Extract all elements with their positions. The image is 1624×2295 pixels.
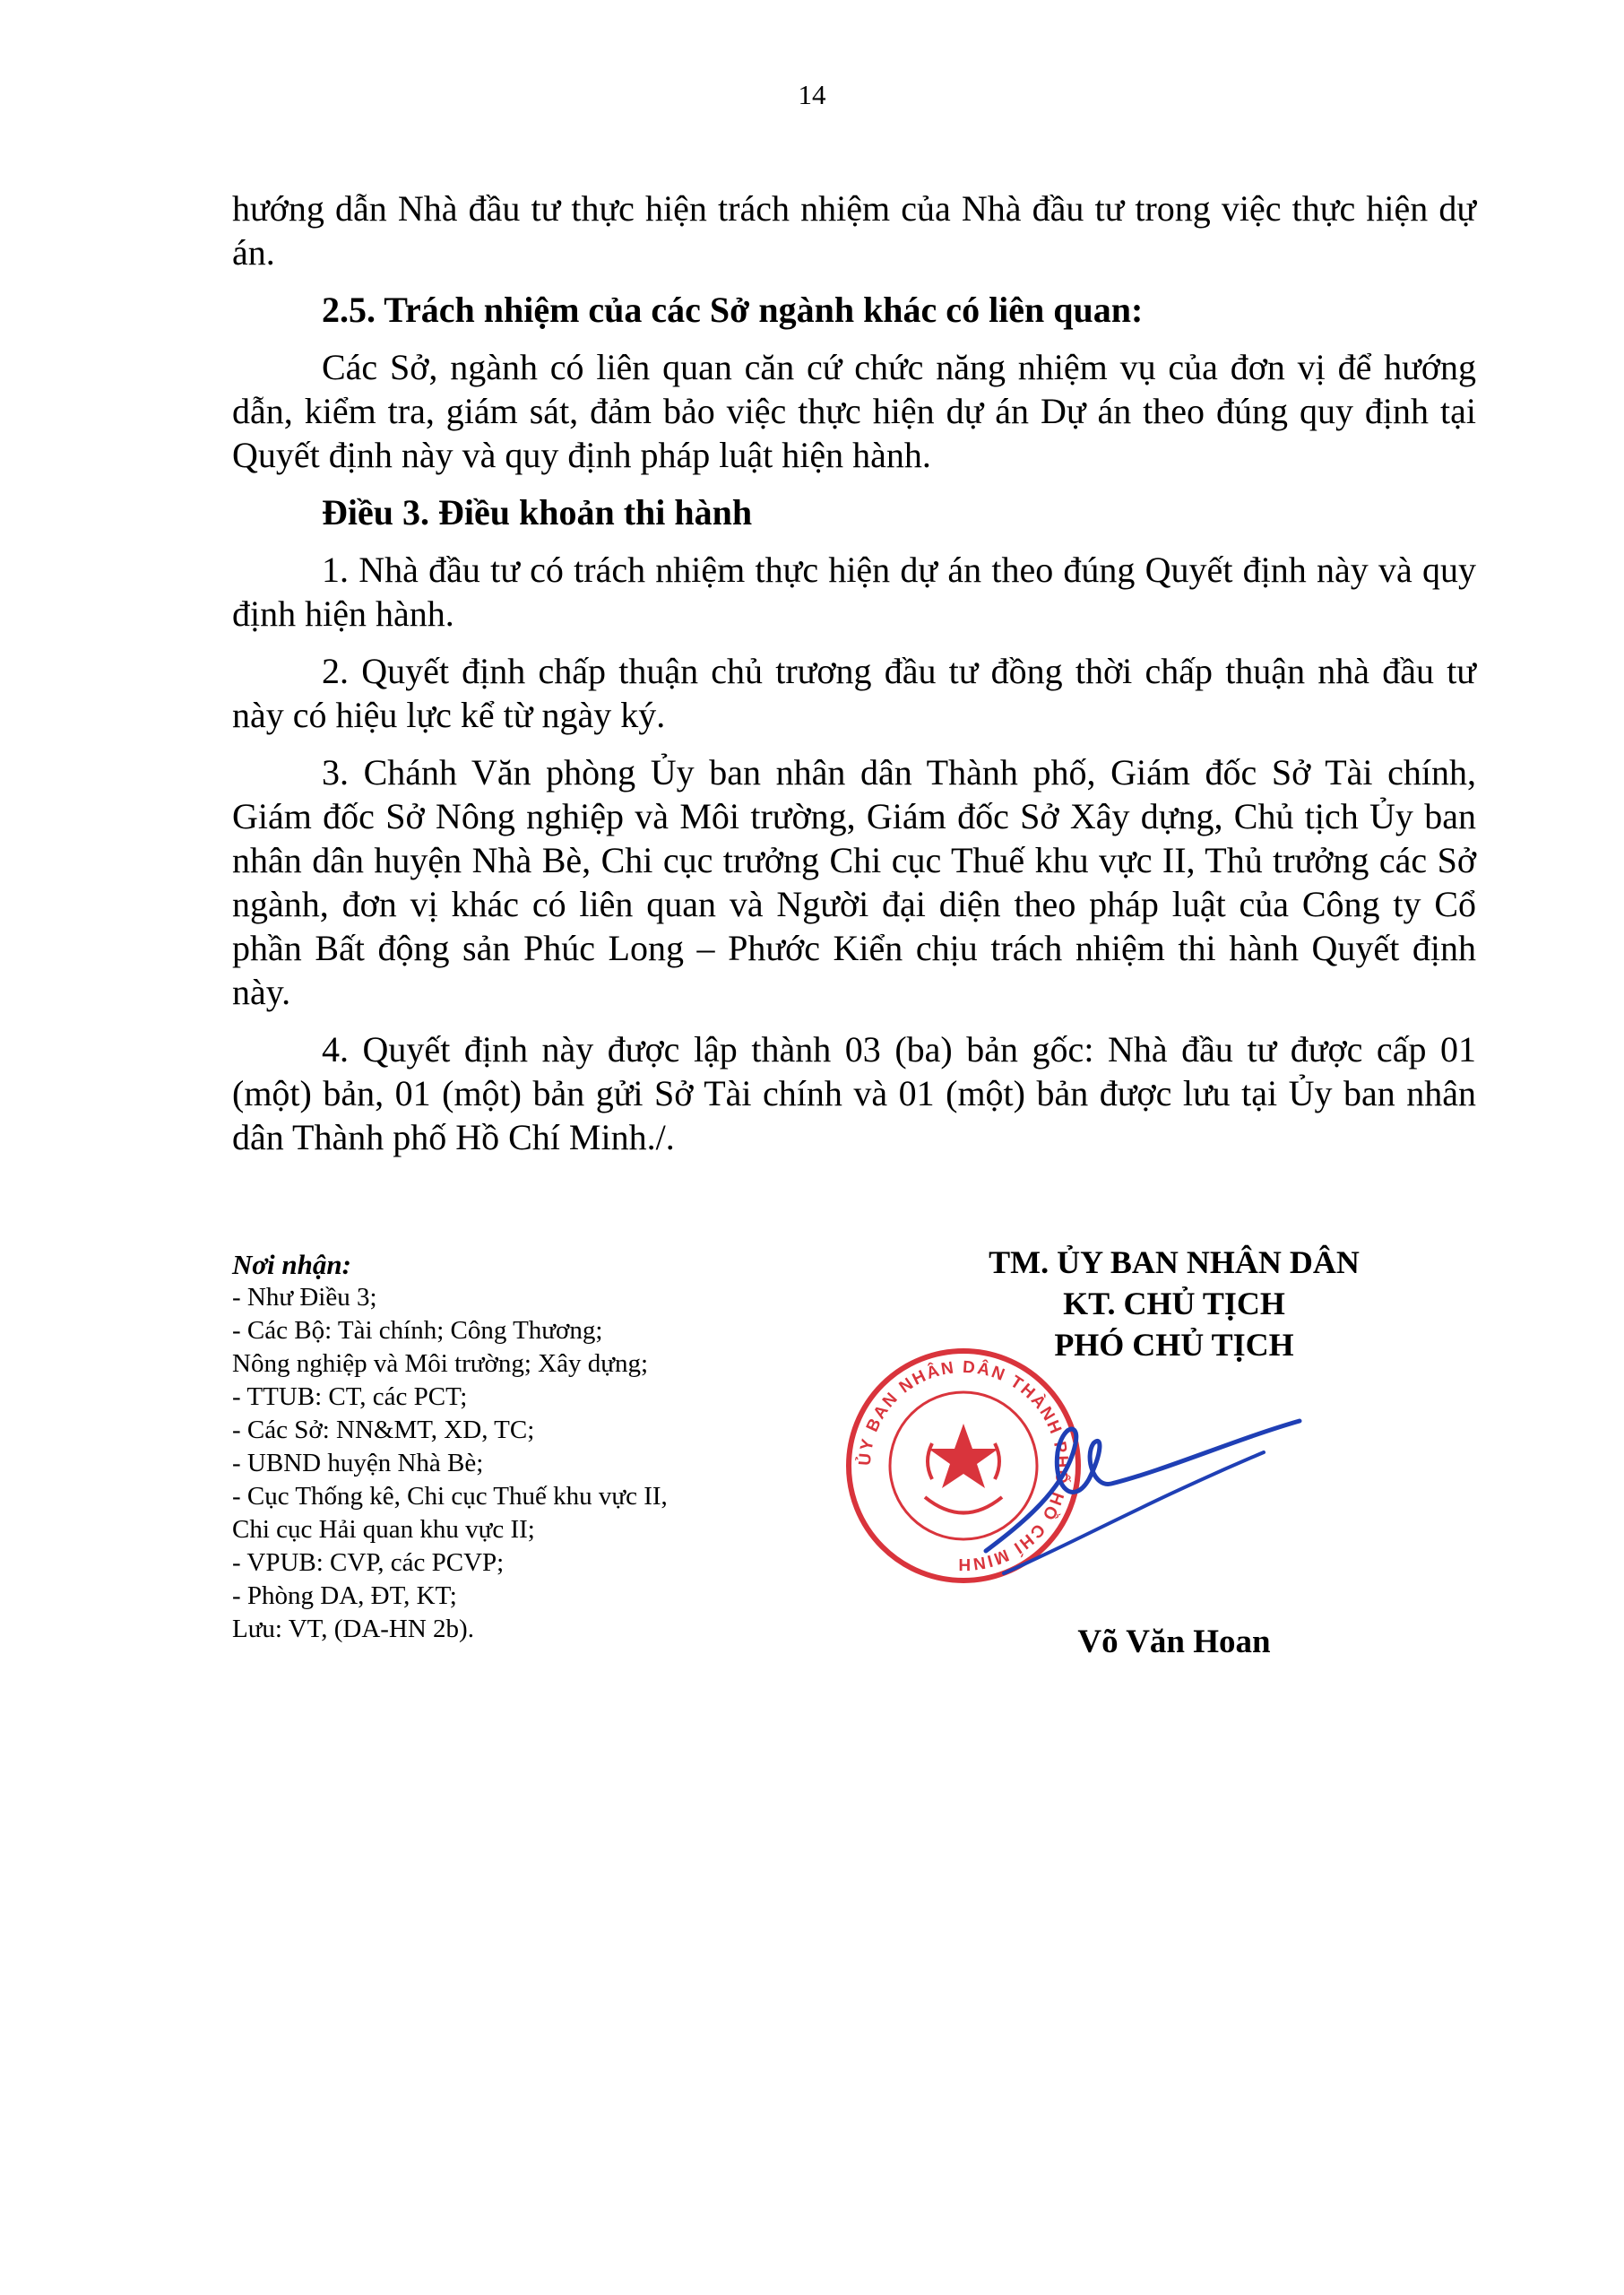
signature-line-1: TM. ỦY BAN NHÂN DÂN	[989, 1244, 1360, 1280]
continuation-paragraph: hướng dẫn Nhà đầu tư thực hiện trách nhiệm của Nhà đầu tư trong việc thực hiện dự án.	[232, 188, 1476, 273]
recipient-item: - TTUB: CT, các PCT;	[232, 1382, 468, 1411]
recipient-item: - Các Bộ: Tài chính; Công Thương;	[232, 1316, 603, 1345]
recipients-title: Nơi nhận:	[232, 1249, 351, 1280]
clause-4-paragraph: 4. Quyết định này được lập thành 03 (ba) bản gốc: Nhà đầu tư được cấp 01 (một) bản, 01 (một) bản gửi Sở Tài chính và 01 (một) bản được lưu tại Ủy ban nhân dân Thành phố Hồ Chí Minh./.	[232, 1029, 1476, 1157]
signature-line-2: KT. CHỦ TỊCH	[1063, 1286, 1285, 1321]
recipient-item: - Phòng DA, ĐT, KT;	[232, 1581, 457, 1610]
page-number: 14	[798, 79, 826, 110]
clause-1-paragraph: 1. Nhà đầu tư có trách nhiệm thực hiện dự án theo đúng Quyết định này và quy định hiện hành.	[232, 550, 1476, 634]
recipient-item: - VPUB: CVP, các PCVP;	[232, 1548, 505, 1577]
clause-3-paragraph: 3. Chánh Văn phòng Ủy ban nhân dân Thành phố, Giám đốc Sở Tài chính, Giám đốc Sở Nông nghiệp và Môi trường, Giám đốc Sở Xây dựng, Chủ tịch Ủy ban nhân dân huyện Nhà Bè, Chi cục trưởng Chi cục Thuế khu vực II, Thủ trưởng các Sở ngành, đơn vị khác có liên quan và Người đại diện theo pháp luật của Công ty Cổ phần Bất động sản Phúc Long – Phước Kiển chịu trách nhiệm thi hành Quyết định này.	[232, 752, 1476, 1012]
recipients-block	[232, 1248, 877, 1646]
recipient-item: - Cục Thống kê, Chi cục Thuế khu vực II,	[232, 1482, 668, 1511]
handwritten-signature	[968, 1416, 1309, 1596]
recipient-item: Chi cục Hải quan khu vực II;	[232, 1515, 535, 1544]
recipients-list	[232, 1281, 877, 1646]
recipient-item: Lưu: VT, (DA-HN 2b).	[232, 1615, 474, 1643]
recipient-item: - Như Điều 3;	[232, 1283, 377, 1312]
signer-name: Võ Văn Hoan	[1077, 1624, 1271, 1660]
section-2-5-heading: 2.5. Trách nhiệm của các Sở ngành khác có liên quan:	[322, 290, 1144, 330]
article-3-heading: Điều 3. Điều khoản thi hành	[322, 492, 753, 533]
recipient-item: Nông nghiệp và Môi trường; Xây dựng;	[232, 1349, 648, 1378]
signature-line-3: PHÓ CHỦ TỊCH	[1054, 1327, 1294, 1363]
recipient-item: - UBND huyện Nhà Bè;	[232, 1449, 484, 1477]
section-2-5-paragraph: Các Sở, ngành có liên quan căn cứ chức năng nhiệm vụ của đơn vị để hướng dẫn, kiểm tra, giám sát, đảm bảo việc thực hiện dự án Dự án theo đúng quy định tại Quyết định này và quy định pháp luật hiện hành.	[232, 347, 1476, 475]
clause-2-paragraph: 2. Quyết định chấp thuận chủ trương đầu tư đồng thời chấp thuận nhà đầu tư này có hiệu lực kể từ ngày ký.	[232, 651, 1476, 735]
seal-text: ỦY BAN NHÂN DÂN THÀNH PHỐ HỒ CHÍ MINH	[855, 1357, 1072, 1574]
recipient-item: - Các Sở: NN&MT, XD, TC;	[232, 1416, 535, 1444]
document-body	[232, 186, 1476, 1173]
